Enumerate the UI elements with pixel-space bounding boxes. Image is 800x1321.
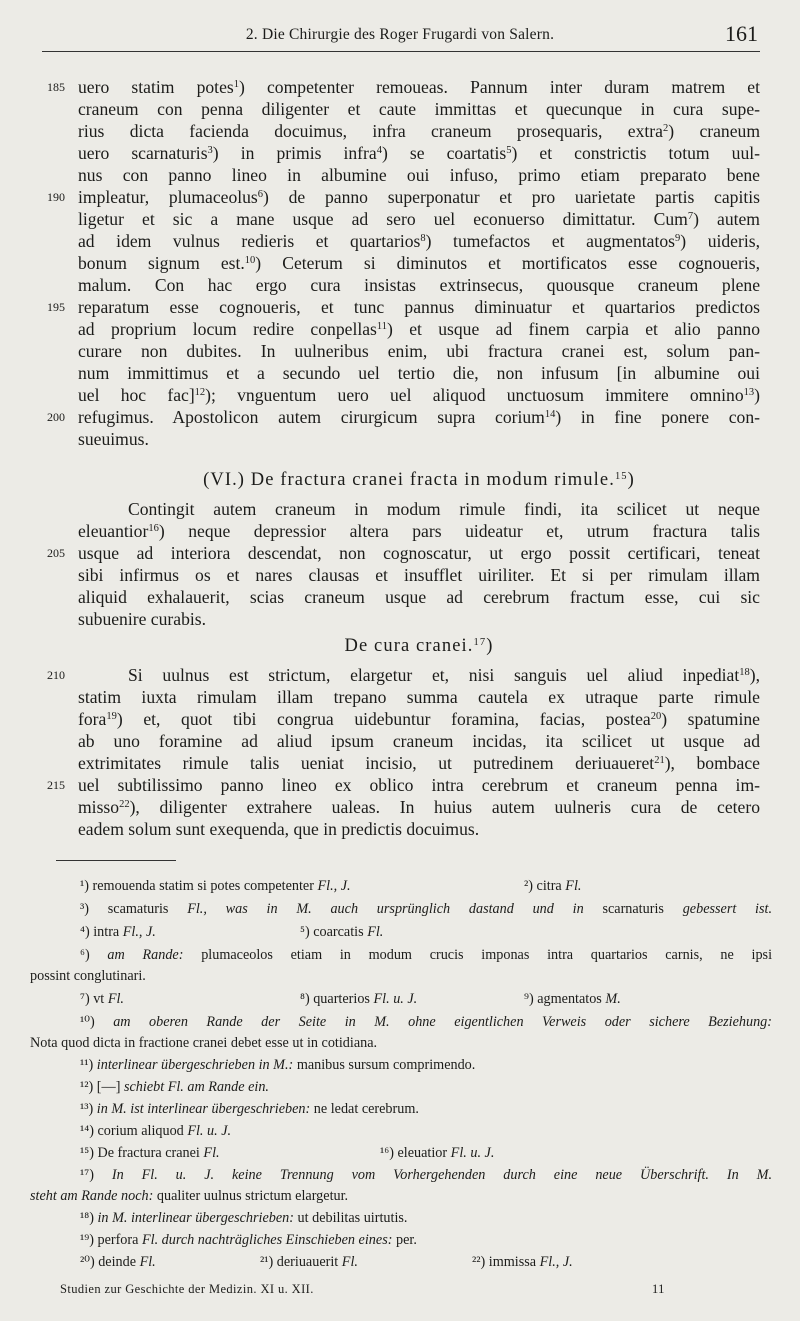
text-line: malum. Con hac ergo cura insistas extrinsecus, quousque craneum plene [78, 275, 760, 295]
text-line: bonum signum est.$^{10}$) Ceterum si diminutos et mortificatos esse cognoueris, [78, 253, 760, 273]
text-line: uero statim potes$^1$) competenter remoueas. Pannum inter duram matrem et [78, 77, 760, 97]
text-line: impleatur, plumaceolus$^6$) de panno superponatur et pro uarietate partis capitis [78, 187, 760, 207]
line-number: 195 [47, 300, 65, 314]
signature-mark: 11 [652, 1282, 665, 1296]
footnote-row: ¹⁵) De fractura cranei Fl. ¹⁶) eleuatior Fl. u. J. [80, 1145, 495, 1161]
section-heading: (VI.) De fractura cranei fracta in modum rimule.$^{15}$) [203, 470, 635, 490]
text-line: uel hoc fac]$^{12}$); vnguentum uero uel aliquod unctuosum immitere omnino$^{13}$) [78, 385, 760, 405]
text-line: uero scarnaturis$^3$) in primis infra$^4$) se coartatis$^5$) et constrictis totum uul- [78, 143, 760, 163]
footnote-row: ¹⁹) perfora Fl. durch nachträgliches Einschieben eines: per. [80, 1232, 417, 1248]
text-line: eleuantior$^{16}$) neque depressior altera pars uideatur et, utrum fractura talis [78, 521, 760, 541]
text-line: ab uno foramine ad aliud ipsum craneum incidas, ita scilicet ut usque ad [78, 731, 760, 751]
footnote-row: ⁴) intra Fl., J. ⁵) coarcatis Fl. [80, 924, 384, 940]
header-rule [42, 51, 760, 52]
footnote-rule [56, 860, 176, 861]
series-title: Studien zur Geschichte der Medizin. XI u. XII. [60, 1282, 314, 1296]
page-footer [60, 1282, 700, 1297]
footnote-row: ¹⁸) in M. interlinear übergeschrieben: ut debilitas uirtutis. [80, 1210, 408, 1226]
footnote-row: ¹⁴) corium aliquod Fl. u. J. [80, 1123, 232, 1139]
line-number: 205 [47, 546, 65, 560]
text-line: misso$^{22}$), diligenter extrahere ualeas. In huius autem uulneris cura de cetero [78, 797, 760, 817]
page-number: 161 [725, 21, 758, 46]
text-line: fora$^{19}$) et, quot tibi congrua uidebuntur foramina, facias, postea$^{20}$) spatumine [78, 709, 760, 729]
subsection-heading: De cura cranei.$^{17}$) [344, 636, 494, 656]
footnote-row: Nota quod dicta in fractione cranei debet esse ut in cotidiana. [30, 1035, 378, 1051]
footnote-row: ¹²) [—] schiebt Fl. am Rande ein. [80, 1079, 269, 1095]
text-line: Si uulnus est strictum, elargetur et, nisi sanguis uel aliud inpediat$^{18}$), [128, 665, 760, 685]
text-line: eadem solum sunt exequenda, que in predictis docuimus. [78, 819, 480, 839]
line-number: 190 [47, 190, 65, 204]
text-line: refugimus. Apostolicon autem cirurgicum supra corium$^{14}$) in fine ponere con- [78, 407, 760, 427]
footnote-row: ¹) remouenda statim si potes competenter Fl., J. ²) citra Fl. [80, 878, 582, 894]
running-title: 2. Die Chirurgie des Roger Frugardi von Salern. [245, 26, 555, 43]
text-line: ligetur et sic a mane usque ad sero uel econuerso dimittatur. Cum$^7$) autem [78, 209, 760, 229]
line-number: 200 [47, 410, 65, 424]
footnote-row: ¹¹) interlinear übergeschrieben in M.: manibus sursum comprimendo. [80, 1057, 476, 1073]
footnote-row: steht am Rande noch: qualiter uulnus strictum elargetur. [30, 1188, 349, 1204]
footnote-row: ⁶) am Rande: plumaceolos etiam in modum crucis imponas intra quartarios carnis, ne ipsi [80, 947, 773, 963]
footnote-row: ¹⁷) In Fl. u. J. keine Trennung vom Vorhergehenden durch eine neue Überschrift. In M. [80, 1167, 773, 1183]
text-line: ad idem vulnus redieris et quartarios$^8$) tumefactos et augmentatos$^9$) uideris, [78, 231, 760, 251]
running-head [0, 21, 800, 48]
text-line: num immittimus et a secundo uel tertio die, non infusum [in albumine oui [78, 363, 760, 383]
line-number: 215 [47, 778, 65, 792]
line-number: 210 [47, 668, 65, 682]
text-line: craneum con penna diligenter et caute immittas et quecunque in cura supe- [78, 99, 760, 119]
text-line: extrimitates rimule talis ueniat incisio, ut putredinem deriuaueret$^{21}$), bombace [78, 753, 760, 773]
footnote-row: ¹⁰) am oberen Rande der Seite in M. ohne eigentlichen Verweis oder sichere Beziehung: [80, 1014, 772, 1030]
text-line: sibi infirmus os et nares clausas et insufflet uiriliter. Et si per rimulam illam [78, 565, 760, 585]
text-line: curare non dubites. In uulneribus enim, ubi fractura cranei est, solum pan- [78, 341, 760, 361]
text-line: ad proprium locum redire conpellas$^{11}$) et usque ad finem carpia et alio panno [78, 319, 760, 339]
text-line: uel subtilissimo panno lineo ex oblico intra cerebrum et craneum penna im- [78, 775, 760, 795]
footnote-row: ²⁰) deinde Fl. ²¹) deriuauerit Fl. ²²) immissa Fl., J. [80, 1254, 573, 1270]
text-line: nus con panno lineo in albumine oui infuso, primo etiam preparato bene [78, 165, 760, 185]
line-number: 185 [47, 80, 65, 94]
footnote-row: ¹³) in M. ist interlinear übergeschrieben: ne ledat cerebrum. [80, 1101, 419, 1117]
text-line: subuenire curabis. [78, 609, 207, 629]
text-line: aliquid exhalauerit, scias craneum usque ad cerebrum fractum esse, cui sic [78, 587, 760, 607]
text-line: usque ad interiora descendat, non cognoscatur, ut ergo possit certificari, teneat [78, 543, 760, 563]
text-line: rius dicta facienda docuimus, infra craneum prosequaris, extra$^2$) craneum [78, 121, 761, 141]
footnote-row: ⁷) vt Fl. ⁸) quarterios Fl. u. J. ⁹) agmentatos M. [80, 991, 621, 1007]
footnote-row: possint conglutinari. [30, 968, 146, 984]
footnote-row: ³) scamaturis Fl., was in M. auch ursprünglich dastand und in scarnaturis gebessert ist. [80, 901, 773, 917]
text-line: Contingit autem craneum in modum rimule findi, ita scilicet ut neque [128, 499, 760, 519]
text-line: sueuimus. [78, 429, 149, 449]
text-line: reparatum esse cognoueris, et tunc pannus diminuatur et quartarios predictos [78, 297, 760, 317]
text-line: statim iuxta rimulam illam trepano summa cautela ex utraque parte rimule [78, 687, 760, 707]
